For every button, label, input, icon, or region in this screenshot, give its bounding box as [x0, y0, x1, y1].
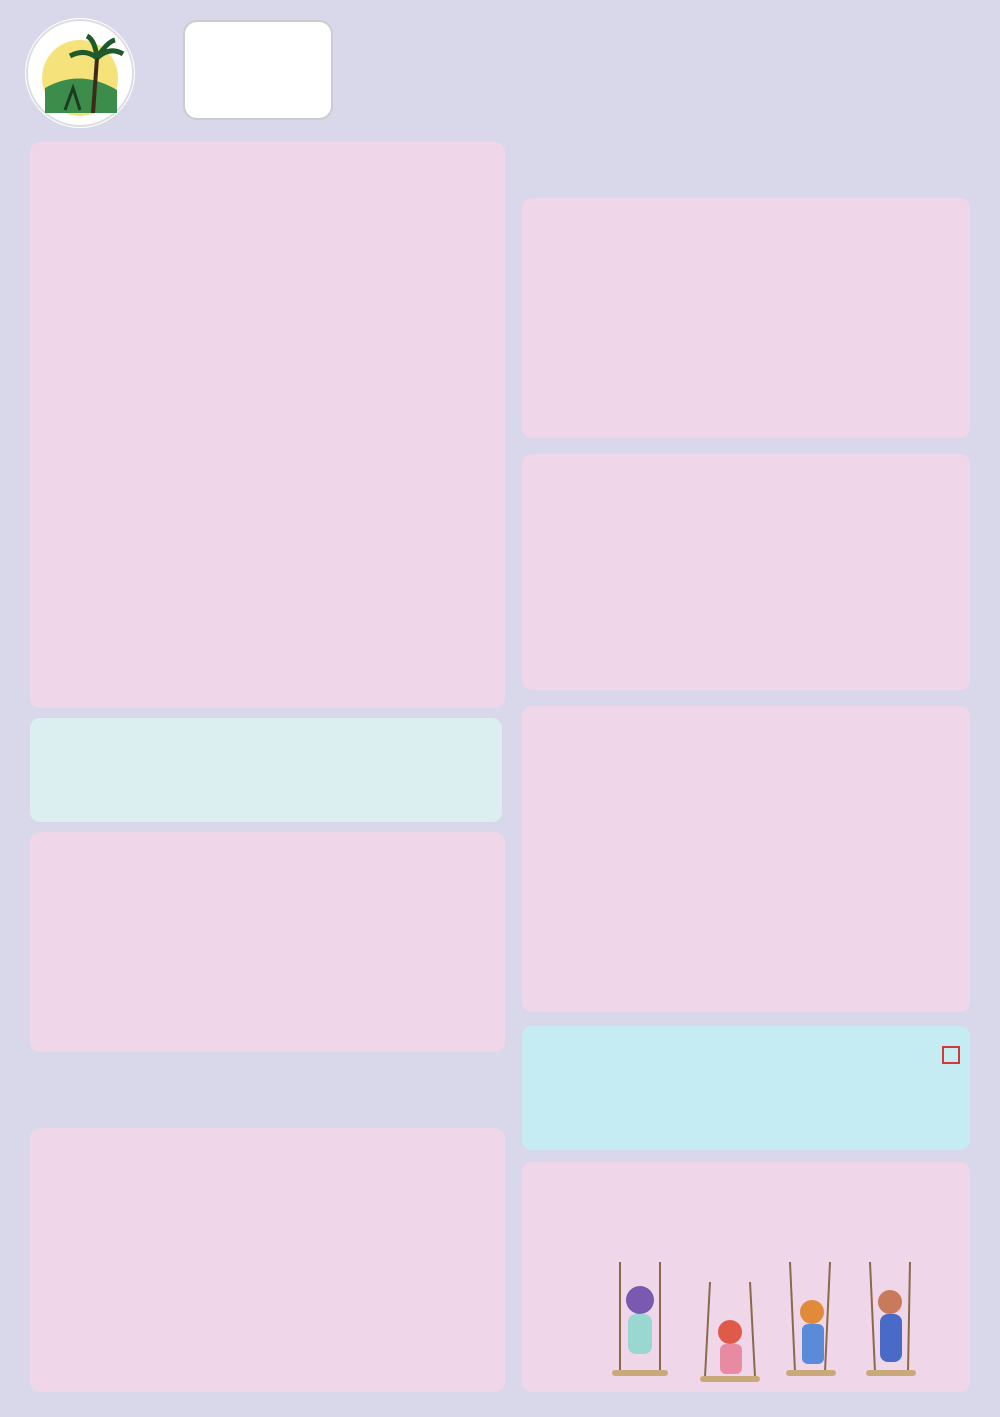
cold-tea-panel	[522, 454, 970, 690]
hot-tea-panel	[522, 198, 970, 438]
table-number-field[interactable]	[183, 20, 333, 120]
snacks-panel	[522, 706, 970, 1012]
hotpot-panel	[30, 142, 505, 708]
footbath-checkbox[interactable]	[942, 1046, 960, 1064]
restaurant-logo	[25, 18, 135, 128]
single-items-panel	[30, 718, 502, 822]
coffee-panel	[30, 1128, 505, 1392]
palm-tree-icon	[25, 18, 135, 128]
swing-children-illustration	[590, 1262, 960, 1390]
footbath-panel	[522, 1026, 970, 1150]
sets-panel	[30, 832, 505, 1052]
